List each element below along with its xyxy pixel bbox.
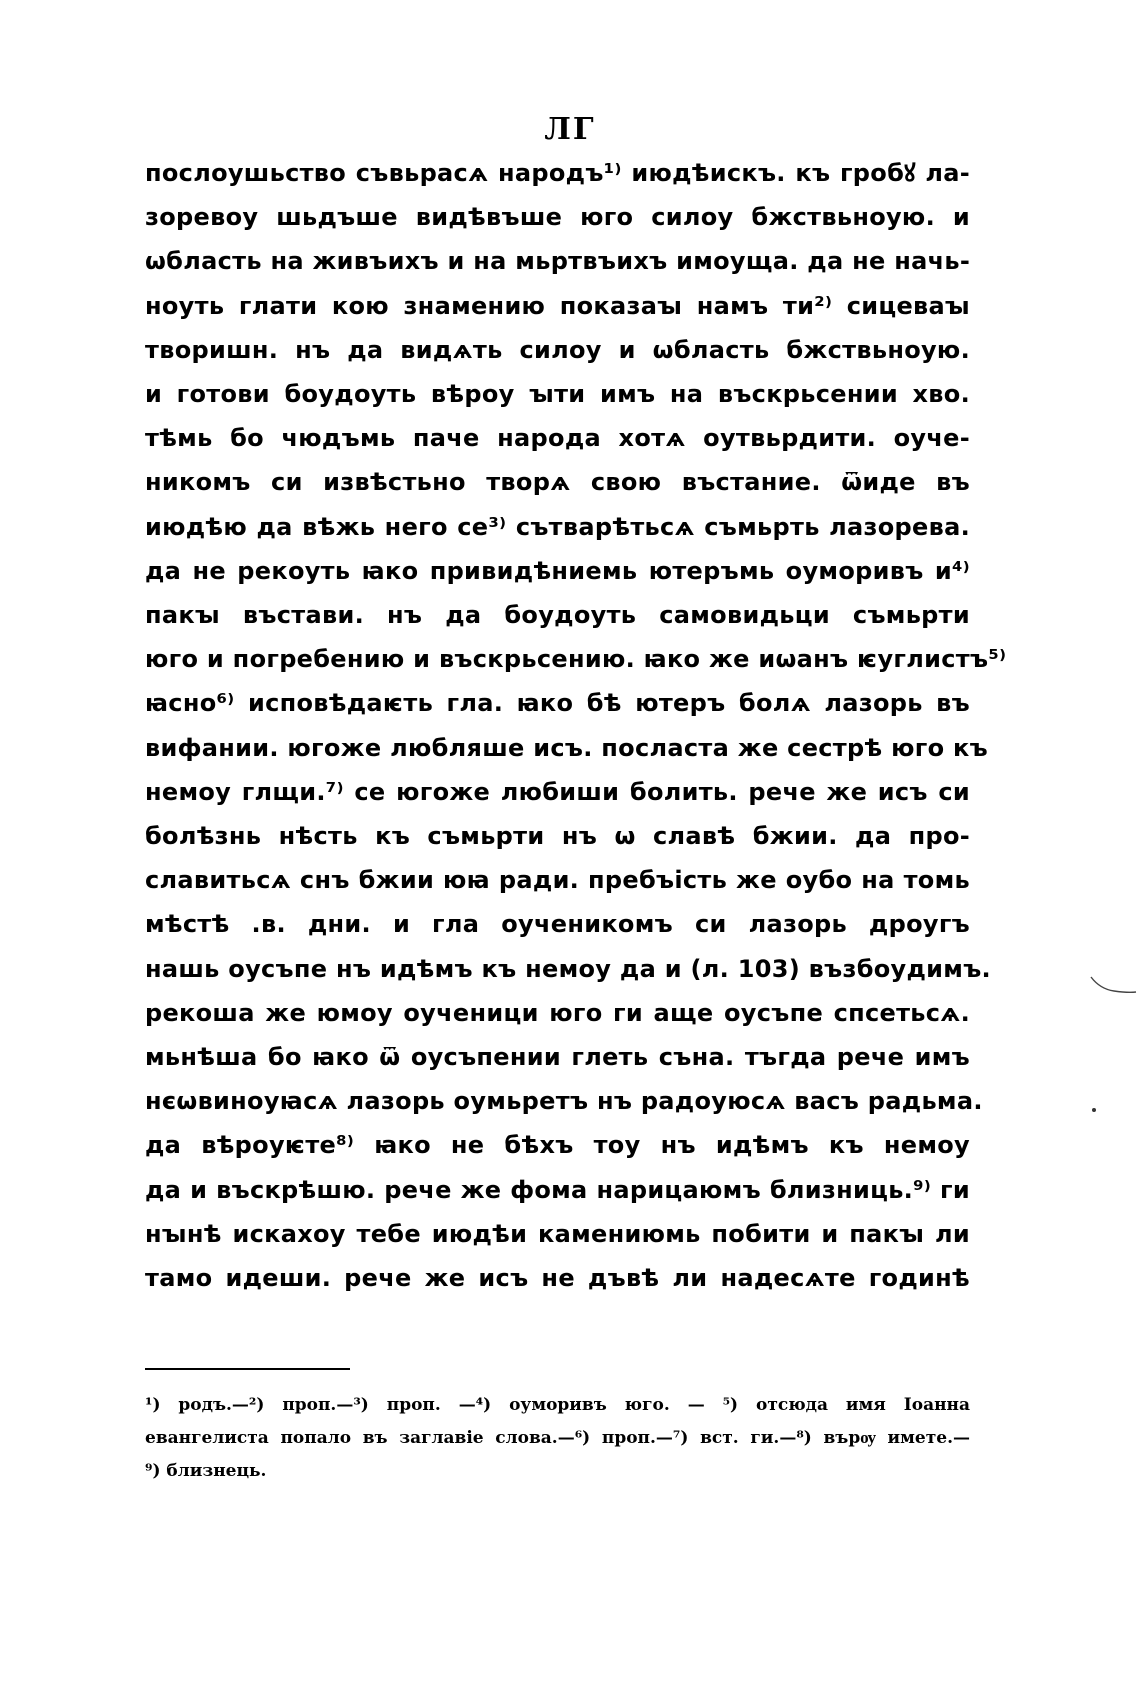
text-line: никомъ си извѣстьно творѧ свою въстание. ѿиде въ [145, 468, 970, 497]
footnote-line: евангелиста попало въ заглавіе слова.—⁶) проп.—⁷) вст. ги.—⁸) върѹ имете.— [145, 1428, 970, 1448]
text-line: ноуть глати кою знамению показаꙑ намъ ти²⁾ сицеваꙑ [145, 291, 970, 320]
text-line: мьнѣша бо ꙗко ѿ оусъпении глеть съна. тъгда рече имъ [145, 1043, 970, 1071]
text-line: мѣстѣ .в. дни. и гла оученикомъ си лазорь дроугъ [145, 910, 970, 939]
page-number: ЛГ [544, 112, 596, 147]
text-line: и готови боудоуть вѣроу ꙑти имъ на въскрьсении хво. [145, 380, 970, 408]
text-line: славитьсѧ снъ бжии юꙗ ради. пребъість же оубо на томь [145, 866, 970, 895]
text-line: нꙑнѣ искахоу тебе июдѣи камениюмь побити и пакꙑ ли [145, 1219, 970, 1248]
text-line: нєѡвиноуꙗсѧ лазорь оумьретъ нъ радоуюсѧ васъ радьма. [145, 1087, 983, 1116]
text-line: тѣмь бо чюдъмь паче народа хотѧ оутвьрдити. оуче- [145, 424, 970, 453]
ink-speck [1092, 1108, 1096, 1112]
text-line: юго и погребению и въскрьсению. ꙗко же иѡанъ ѥуглистъ⁵⁾ [145, 645, 1007, 674]
text-line: тамо идеши. рече же исъ не дъвѣ ли надесѧте годинѣ [145, 1264, 970, 1292]
text-line: творишн. нъ да видѧть силоу и ѡбласть бжствьноую. [145, 335, 970, 364]
text-line: нашь оусъпе нъ идѣмъ къ немоу да и (л. 103) възбоудимъ. [145, 954, 991, 983]
text-line: вифании. югоже любляше исъ. посласта же сестрѣ юго къ [145, 733, 988, 762]
text-line: июдѣю да вѣжь него се³⁾ сътварѣтьсѧ съмьрть лазорева. [145, 512, 970, 541]
text-line: ѡбласть на живъихъ и на мьртвъихъ имоуща. да не начь- [145, 247, 971, 276]
pencil-mark [1090, 975, 1138, 995]
text-line: зоревоу шьдъше видѣвъше юго силоу бжствьноую. и [145, 203, 970, 232]
text-line: да и въскрѣшю. рече же фома нарицаюмъ близниць.⁹⁾ ги [145, 1175, 970, 1204]
text-line: ꙗсно⁶⁾ исповѣдаѥть гла. ꙗко бѣ ютеръ болѧ лазорь въ [145, 689, 970, 718]
text-line: пакꙑ въстави. нъ да боудоуть самовидьци съмьрти [145, 601, 970, 629]
text-line: болѣзнь нѣсть къ съмьрти нъ ѡ славѣ бжии. да про- [145, 822, 970, 850]
text-line: немоу глщи.⁷⁾ се югоже любиши болить. рече же исъ си [145, 777, 970, 806]
footnote-line: ¹) родъ.—²) проп.—³) проп. —⁴) оуморивъ юго. — ⁵) отсюда имя Іоанна [145, 1395, 970, 1415]
text-line: послоушьство съвьрасѧ народъ¹⁾ июдѣискъ. къ гробꙋ ла- [145, 159, 970, 187]
text-line: да не рекоуть ꙗко привидѣниемь ютеръмь оуморивъ и⁴⁾ [145, 556, 970, 585]
footnote-line: ⁹) близнець. [145, 1461, 267, 1481]
text-line: да вѣроуѥте⁸⁾ ꙗко не бѣхъ тоу нъ идѣмъ къ немоу [145, 1131, 970, 1160]
footnote-rule [145, 1368, 350, 1370]
text-line: рекоша же юмоу оученици юго ги аще оусъпе спсетьсѧ. [145, 998, 970, 1027]
